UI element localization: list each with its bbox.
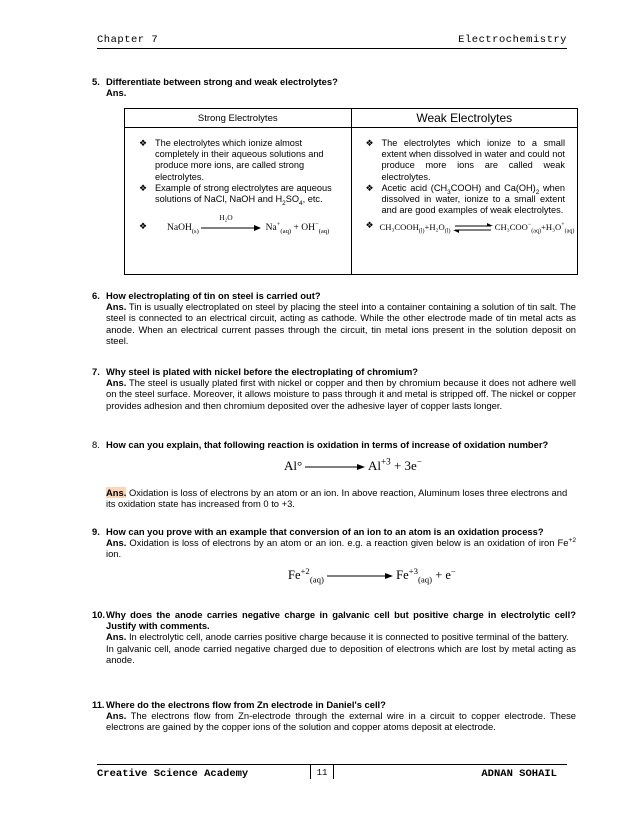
question-number: 8.: [92, 439, 100, 450]
diamond-bullet-icon: ❖: [365, 220, 374, 231]
answer-8: [106, 487, 576, 509]
chapter-label: Chapter 7: [97, 34, 159, 46]
strong-point-1: ❖ The electrolytes which ionize almost completely in their aqueous solutions and produce more ions, are called strong electrolytes.: [139, 138, 324, 182]
answer-text: Ans. The electrons flow from Zn-electrode through the external wire in a circuit to copper electrode. These electrons are gained by the copper ions of the solution and copper atoms deposit at electrode.: [106, 710, 576, 733]
question-text: How electroplating of tin on steel is carried out?: [106, 290, 321, 301]
question-9: [92, 526, 576, 560]
strong-point-2: ❖ Example of strong electrolytes are aqueous solutions of NaCl, NaOH and $H_2SO_4$, etc.: [139, 182, 332, 207]
question-number: 6.: [92, 290, 100, 301]
question-text: Differentiate between strong and weak electrolytes?: [106, 76, 338, 87]
weak-point-2: ❖ Acetic acid $(CH_3COOH)$ and $Ca(OH)_2$ when dissolved in water, ionize to a small extent and are good examples of weak electrolytes.: [365, 182, 565, 216]
author-name: ADNAN SOHAIL: [481, 768, 557, 780]
question-10: [92, 609, 576, 665]
diamond-bullet-icon: ❖: [365, 138, 374, 148]
reaction-arrow-icon: [305, 463, 365, 471]
electrolytes-comparison-table: [124, 108, 578, 275]
question-number: 10.: [92, 609, 106, 620]
answer-label: Ans.: [106, 87, 127, 99]
question-number: 5.: [92, 76, 100, 87]
question-text: Why steel is plated with nickel before the electroplating of chromium?: [106, 366, 419, 377]
reaction-arrow-icon: [201, 224, 261, 232]
iron-oxidation-equation: $Fe^{+2}_{(aq)}$ $Fe^{+3}_{(aq)} + e^-$: [288, 565, 456, 585]
page-footer: [97, 768, 567, 782]
question-text: How can you prove with an example that conversion of an ion to an atom is an oxidation process?: [106, 526, 544, 537]
equilibrium-arrow-icon: [453, 223, 493, 233]
question-text: Where do the electrons flow from Zn electrode in Daniel's cell?: [106, 699, 386, 710]
aluminium-oxidation-equation: Al° $Al^{+3} + 3e^-$: [284, 456, 422, 473]
question-8: [92, 439, 576, 450]
strong-column: ❖ The electrolytes which ionize almost completely in their aqueous solutions and produce more ions, are called strong electrolytes. ❖ Example of strong electrolytes are aqueous solutions of NaCl, NaOH and $H_2SO_4$, etc. ❖ NaOH$_{(s)}$ H₂O $Na^+_{(aq)} + OH^-_{(aq)}$: [125, 128, 352, 275]
diamond-bullet-icon: ❖: [139, 221, 148, 232]
weak-column: ❖ The electrolytes which ionize to a small extent when dissolved in water and could not produce more ions are called weak electrolytes. ❖ Acetic acid $(CH_3COOH)$ and $Ca(OH)_2$ when dissolved in water, ionize to a small extent and are good examples of weak electrolytes. ❖ $CH_3COOH_{(l)}+H_2O_{(l)}$ $CH_3COO^-_{(aq)}+H_3O^+_{(aq)}$: [351, 128, 578, 275]
question-5: [92, 76, 576, 99]
diamond-bullet-icon: ❖: [139, 138, 148, 148]
subject-label: Electrochemistry: [458, 34, 567, 46]
header-rule: [97, 48, 567, 49]
answer-text: Ans. Tin is usually electroplated on steel by placing the steel into a container containing a solution of tin salt. The steel is connected to an electrical circuit, acting as cathode. While the other electrode made of tin metal acts as anode. When an electrical current passes through the circuit, tin metal ions present in the solution deposit on steel.: [106, 301, 576, 346]
question-number: 7.: [92, 366, 100, 377]
question-6: [92, 290, 576, 346]
strong-electrolytes-header: Strong Electrolytes: [125, 109, 352, 128]
question-11: [92, 699, 576, 733]
page-number: 11: [310, 764, 334, 779]
weak-point-1: ❖ The electrolytes which ionize to a small extent when dissolved in water and could not produce more ions are called weak electrolytes.: [365, 138, 565, 182]
academy-name: Creative Science Academy: [97, 768, 249, 780]
answer-text: Ans. Oxidation is loss of electrons by an atom or an ion. In above reaction, Aluminum loses three electrons and its oxidation state has increased from 0 to +3.: [106, 487, 568, 510]
answer-text: Ans. Oxidation is loss of electrons by an atom or an ion. e.g. a reaction given below is an oxidation of iron $Fe^{+2}$ ion.: [106, 537, 576, 560]
question-number: 11.: [92, 699, 105, 710]
answer-text: Ans. In electrolytic cell, anode carries positive charge because it is connected to positive terminal of the battery.: [106, 631, 569, 643]
question-7: [92, 366, 576, 411]
page-header: [97, 34, 567, 52]
diamond-bullet-icon: ❖: [139, 182, 148, 193]
answer-text: Ans. The steel is usually plated first with nickel or copper and then by chromium because it does not adhere well on the steel surface. Moreover, it allows moisture to pass through it and metal is stripped off. The nickel or copper provides adhesion and then chromium deposited over the adhesive layer of copper lasts longer.: [106, 377, 576, 411]
diamond-bullet-icon: ❖: [365, 182, 374, 193]
question-number: 9.: [92, 526, 100, 537]
question-text: How can you explain, that following reaction is oxidation in terms of increase of oxidation number?: [106, 439, 549, 450]
question-text: Why does the anode carries negative charge in galvanic cell but positive charge in electrolytic cell? Justify with comments.: [106, 609, 576, 632]
reaction-arrow-icon: [327, 572, 393, 580]
answer-text-2: In galvanic cell, anode carried negative charged due to deposition of electrons which are lost by metal acting as anode.: [106, 642, 576, 665]
weak-electrolytes-header: Weak Electrolytes: [351, 109, 578, 128]
